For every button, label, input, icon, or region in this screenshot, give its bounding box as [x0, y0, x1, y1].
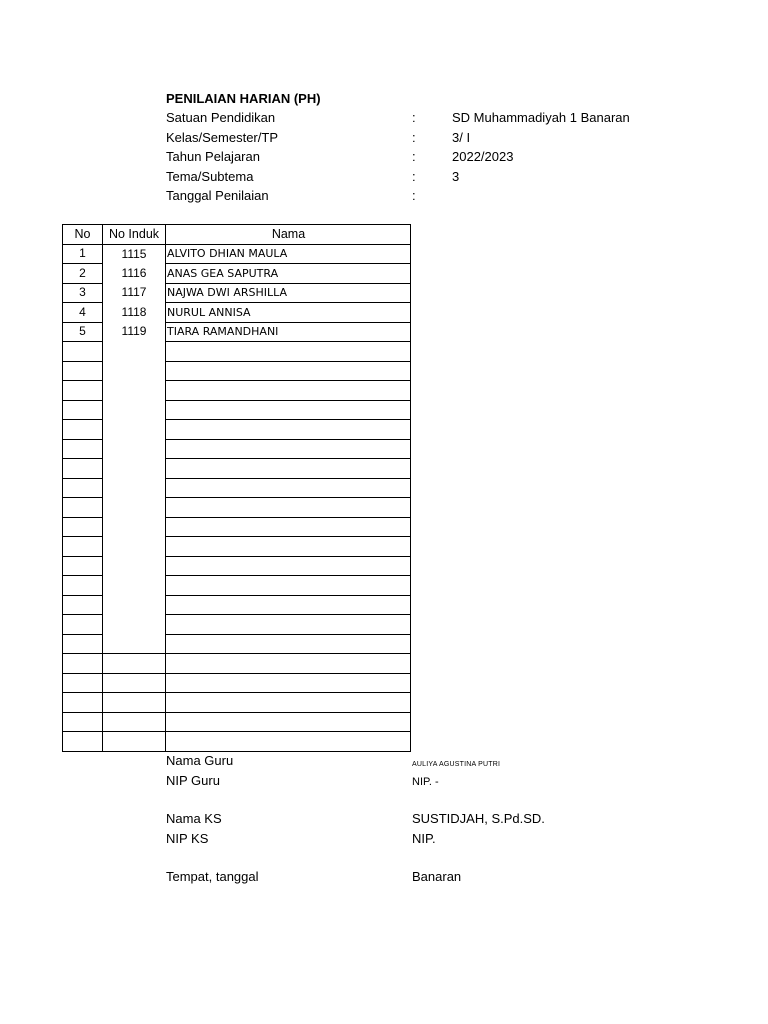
column-header-no: No: [63, 225, 103, 245]
empty-row: [63, 712, 411, 732]
cell-no: 4: [63, 303, 103, 323]
label-tahun-pelajaran: Tahun Pelajaran: [166, 149, 260, 164]
empty-row: [63, 673, 411, 693]
table-row: [63, 264, 411, 284]
empty-row: [63, 381, 411, 401]
empty-row: [63, 361, 411, 381]
value-nip-ks: NIP.: [412, 831, 436, 846]
empty-row: [63, 732, 411, 752]
label-tema-subtema: Tema/Subtema: [166, 169, 254, 184]
page-title: PENILAIAN HARIAN (PH): [166, 91, 321, 106]
empty-row: [63, 634, 411, 654]
column-header-nama: Nama: [166, 225, 411, 245]
value-tema-subtema: 3: [452, 169, 460, 184]
value-kelas-semester: 3/ I: [452, 130, 471, 145]
colon-tema-subtema: :: [412, 169, 416, 184]
cell-no: 5: [63, 322, 103, 342]
cell-nama: NAJWA DWI ARSHILLA: [166, 283, 411, 303]
empty-row: [63, 576, 411, 596]
value-satuan-pendidikan: SD Muhammadiyah 1 Banaran: [452, 110, 630, 125]
cell-no-induk: 1117: [103, 283, 166, 303]
empty-row: [63, 478, 411, 498]
label-nama-guru: Nama Guru: [166, 753, 234, 768]
column-header-no-induk: No Induk: [103, 225, 166, 245]
label-nip-guru: NIP Guru: [166, 773, 220, 788]
cell-nama: NURUL ANNISA: [166, 303, 411, 323]
empty-row: [63, 400, 411, 420]
value-nama-ks: SUSTIDJAH, S.Pd.SD.: [412, 811, 545, 826]
empty-row: [63, 537, 411, 557]
label-tanggal-penilaian: Tanggal Penilaian: [166, 188, 269, 203]
cell-no-induk: 1118: [103, 303, 166, 323]
table-row: [63, 303, 411, 323]
empty-row: [63, 342, 411, 362]
label-nip-ks: NIP KS: [166, 831, 209, 846]
cell-no: 2: [63, 264, 103, 284]
empty-row: [63, 654, 411, 674]
table-row: [63, 283, 411, 303]
value-nip-guru: NIP. -: [412, 776, 439, 788]
cell-nama: TIARA RAMANDHANI: [166, 322, 411, 342]
student-table: [62, 224, 411, 752]
colon-tahun-pelajaran: :: [412, 149, 416, 164]
colon-satuan-pendidikan: :: [412, 110, 416, 125]
label-kelas-semester: Kelas/Semester/TP: [166, 130, 278, 145]
cell-no: 3: [63, 283, 103, 303]
table-row: [63, 322, 411, 342]
empty-row: [63, 439, 411, 459]
label-satuan-pendidikan: Satuan Pendidikan: [166, 110, 276, 125]
empty-row: [63, 420, 411, 440]
cell-no-induk: 1115: [103, 244, 166, 264]
label-tempat-tanggal: Tempat, tanggal: [166, 869, 259, 884]
cell-no-induk: 1116: [103, 264, 166, 284]
empty-row: [63, 595, 411, 615]
empty-row: [63, 556, 411, 576]
empty-row: [63, 517, 411, 537]
empty-row: [63, 459, 411, 479]
cell-no-induk: 1119: [103, 322, 166, 342]
label-nama-ks: Nama KS: [166, 811, 222, 826]
value-tempat-tanggal: Banaran: [412, 869, 462, 884]
empty-row: [63, 693, 411, 713]
cell-nama: ALVITO DHIAN MAULA: [166, 244, 411, 264]
cell-no: 1: [63, 244, 103, 264]
colon-kelas-semester: :: [412, 130, 416, 145]
value-tahun-pelajaran: 2022/2023: [452, 149, 514, 164]
empty-row: [63, 498, 411, 518]
cell-nama: ANAS GEA SAPUTRA: [166, 264, 411, 284]
table-header-row: [63, 225, 411, 245]
table-row: [63, 244, 411, 264]
empty-row: [63, 615, 411, 635]
value-nama-guru: AULIYA AGUSTINA PUTRI: [412, 761, 501, 768]
colon-tanggal-penilaian: :: [412, 188, 416, 203]
